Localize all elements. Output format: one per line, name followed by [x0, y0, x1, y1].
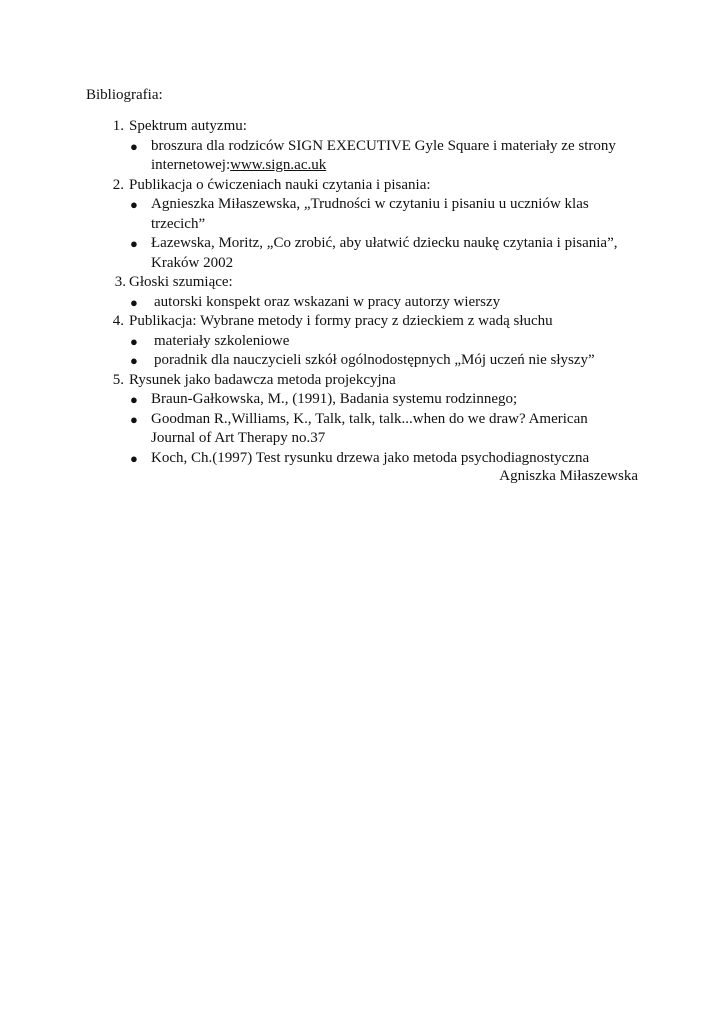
section-number: 4.	[112, 313, 124, 329]
bibliography-item	[0, 137, 621, 176]
bibliography-item	[0, 293, 621, 313]
bibliography-item	[0, 351, 621, 371]
bibliography-item	[0, 449, 621, 469]
bibliography-heading: Bibliografia:	[86, 87, 163, 103]
section-number: 2.	[112, 176, 124, 193]
website-link[interactable]: www.sign.ac.uk	[230, 157, 327, 173]
bibliography-section	[0, 117, 724, 176]
bullet-icon: ●	[130, 450, 138, 466]
bibliography-item	[0, 390, 621, 410]
item-text: autorski konspekt oraz wskazani w pracy autorzy wierszy	[154, 293, 501, 310]
section-title: Publikacja o ćwiczeniach nauki czytania i pisania:	[129, 176, 431, 193]
section-title: Publikacja: Wybrane metody i formy pracy z dzieckiem z wadą słuchu	[129, 313, 553, 329]
item-text: poradnik dla nauczycieli szkół ogólnodostępnych „Mój uczeń nie słyszy”	[154, 352, 595, 368]
section-number: 3.	[114, 274, 126, 290]
bibliography-item	[0, 332, 621, 352]
bibliography-section	[0, 176, 724, 274]
bibliography-section	[0, 273, 724, 312]
bullet-icon: ●	[130, 197, 138, 212]
bullet-icon: ●	[130, 353, 138, 368]
item-text: Goodman R.,Williams, K., Talk, talk, talk...when do we draw? American Journal of Art Therapy no.37	[151, 410, 588, 446]
bullet-icon: ●	[130, 138, 138, 154]
item-text: materiały szkoleniowe	[154, 332, 290, 349]
bullet-icon: ●	[130, 236, 138, 251]
bibliography-section	[0, 371, 724, 469]
item-text: Braun-Gałkowska, M., (1991), Badania systemu rodzinnego;	[151, 391, 518, 407]
bibliography-list	[0, 117, 724, 468]
item-text: Agnieszka Miłaszewska, „Trudności w czytaniu i pisaniu u uczniów klas trzecich”	[151, 196, 589, 232]
section-number: 5.	[112, 371, 124, 388]
section-title: Spektrum autyzmu:	[129, 118, 247, 134]
bullet-icon: ●	[130, 333, 138, 349]
bullet-icon: ●	[130, 411, 138, 427]
bibliography-item	[0, 234, 621, 273]
item-text: broszura dla rodziców SIGN EXECUTIVE Gyle Square i materiały ze strony internetowej:	[151, 137, 616, 173]
section-title: Głoski szumiące:	[129, 274, 233, 290]
bullet-icon: ●	[130, 392, 138, 407]
section-title: Rysunek jako badawcza metoda projekcyjna	[129, 371, 396, 388]
bullet-icon: ●	[130, 294, 138, 310]
author-signature: Agniszka Miłaszewska	[499, 468, 638, 484]
bibliography-item	[0, 410, 621, 449]
bibliography-section	[0, 312, 724, 371]
bibliography-item	[0, 195, 621, 234]
section-number: 1.	[112, 118, 124, 134]
item-text: Koch, Ch.(1997) Test rysunku drzewa jako metoda psychodiagnostyczna	[151, 449, 590, 466]
item-text: Łazewska, Moritz, „Co zrobić, aby ułatwić dziecku naukę czytania i pisania”, Kraków 2002	[151, 235, 618, 271]
